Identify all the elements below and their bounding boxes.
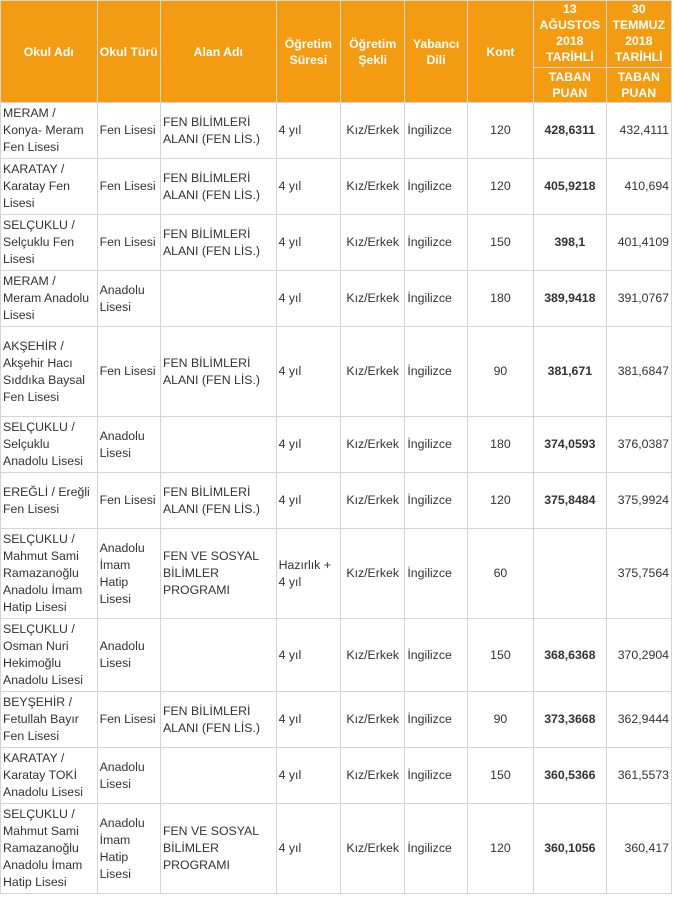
cell-quota: 90 — [467, 327, 533, 417]
cell-quota: 180 — [467, 417, 533, 473]
cell-jul-score: 360,417 — [606, 804, 671, 894]
cell-school: KARATAY / Karatay Fen Lisesi — [1, 159, 98, 215]
cell-aug-score: 398,1 — [534, 215, 606, 271]
cell-school: SELÇUKLU / Selçuklu Anadolu Lisesi — [1, 417, 98, 473]
table-row — [1, 804, 672, 894]
cell-duration: 4 yıl — [276, 619, 340, 692]
cell-aug-score: 368,6368 — [534, 619, 606, 692]
col-school-header: Okul Adı — [1, 1, 98, 103]
cell-aug-score: 389,9418 — [534, 271, 606, 327]
cell-school: EREĞLİ / Ereğli Fen Lisesi — [1, 473, 98, 529]
table-row — [1, 619, 672, 692]
table-row — [1, 271, 672, 327]
cell-mode: Kız/Erkek — [341, 748, 405, 804]
cell-mode: Kız/Erkek — [341, 804, 405, 894]
cell-duration: 4 yıl — [276, 215, 340, 271]
cell-duration: 4 yıl — [276, 327, 340, 417]
cell-school: SELÇUKLU / Mahmut Sami Ramazanoğlu Anadolu İmam Hatip Lisesi — [1, 529, 98, 619]
cell-duration: 4 yıl — [276, 748, 340, 804]
cell-jul-score: 370,2904 — [606, 619, 671, 692]
cell-language: İngilizce — [405, 159, 467, 215]
table-row — [1, 215, 672, 271]
cell-field: FEN BİLİMLERİ ALANI (FEN LİS.) — [160, 103, 276, 159]
cell-field — [160, 417, 276, 473]
cell-field: FEN BİLİMLERİ ALANI (FEN LİS.) — [160, 327, 276, 417]
cell-school-type: Anadolu İmam Hatip Lisesi — [97, 529, 160, 619]
cell-duration: 4 yıl — [276, 159, 340, 215]
cell-jul-score: 375,9924 — [606, 473, 671, 529]
col-duration-header: Öğretim Süresi — [276, 1, 340, 103]
cell-school-type: Anadolu Lisesi — [97, 271, 160, 327]
cell-jul-score: 362,9444 — [606, 692, 671, 748]
cell-quota: 60 — [467, 529, 533, 619]
table-header — [1, 1, 672, 103]
cell-language: İngilizce — [405, 619, 467, 692]
cell-duration: 4 yıl — [276, 417, 340, 473]
cell-jul-score: 375,7564 — [606, 529, 671, 619]
cell-mode: Kız/Erkek — [341, 619, 405, 692]
cell-school-type: Fen Lisesi — [97, 159, 160, 215]
cell-mode: Kız/Erkek — [341, 159, 405, 215]
cell-school-type: Anadolu Lisesi — [97, 748, 160, 804]
cell-aug-score: 375,8484 — [534, 473, 606, 529]
cell-mode: Kız/Erkek — [341, 417, 405, 473]
cell-aug-score: 374,0593 — [534, 417, 606, 473]
cell-aug-score: 428,6311 — [534, 103, 606, 159]
col-jul-score-header: TABAN PUAN — [606, 68, 671, 103]
cell-aug-score: 373,3668 — [534, 692, 606, 748]
cell-school: AKŞEHİR / Akşehir Hacı Sıddıka Baysal Fen Lisesi — [1, 327, 98, 417]
cell-language: İngilizce — [405, 692, 467, 748]
cell-mode: Kız/Erkek — [341, 327, 405, 417]
table-row — [1, 529, 672, 619]
cell-language: İngilizce — [405, 804, 467, 894]
cell-school: MERAM / Konya- Meram Fen Lisesi — [1, 103, 98, 159]
cell-school: SELÇUKLU / Selçuklu Fen Lisesi — [1, 215, 98, 271]
col-jul-date-header: 30 TEMMUZ 2018 TARİHLİ — [606, 1, 671, 68]
cell-school-type: Anadolu İmam Hatip Lisesi — [97, 804, 160, 894]
col-aug-date-header: 13 AĞUSTOS 2018 TARİHLİ — [534, 1, 606, 68]
cell-mode: Kız/Erkek — [341, 103, 405, 159]
cell-duration: 4 yıl — [276, 473, 340, 529]
cell-jul-score: 401,4109 — [606, 215, 671, 271]
cell-duration: Hazırlık + 4 yıl — [276, 529, 340, 619]
cell-jul-score: 410,694 — [606, 159, 671, 215]
table-row — [1, 327, 672, 417]
cell-mode: Kız/Erkek — [341, 692, 405, 748]
cell-school: KARATAY / Karatay TOKİ Anadolu Lisesi — [1, 748, 98, 804]
cell-quota: 150 — [467, 748, 533, 804]
cell-school-type: Fen Lisesi — [97, 327, 160, 417]
cell-quota: 120 — [467, 103, 533, 159]
cell-jul-score: 376,0387 — [606, 417, 671, 473]
col-mode-header: Öğretim Şekli — [341, 1, 405, 103]
cell-field: FEN BİLİMLERİ ALANI (FEN LİS.) — [160, 159, 276, 215]
cell-aug-score: 381,671 — [534, 327, 606, 417]
cell-quota: 180 — [467, 271, 533, 327]
cell-language: İngilizce — [405, 473, 467, 529]
cell-language: İngilizce — [405, 271, 467, 327]
col-school-type-header: Okul Türü — [97, 1, 160, 103]
table-row — [1, 103, 672, 159]
cell-school-type: Anadolu Lisesi — [97, 619, 160, 692]
table-row — [1, 159, 672, 215]
table-row — [1, 692, 672, 748]
col-field-header: Alan Adı — [160, 1, 276, 103]
cell-school: BEYŞEHİR / Fetullah Bayır Fen Lisesi — [1, 692, 98, 748]
cell-field — [160, 619, 276, 692]
cell-school-type: Fen Lisesi — [97, 692, 160, 748]
cell-aug-score: 360,1056 — [534, 804, 606, 894]
col-aug-score-header: TABAN PUAN — [534, 68, 606, 103]
cell-language: İngilizce — [405, 529, 467, 619]
cell-jul-score: 432,4111 — [606, 103, 671, 159]
col-language-header: Yabancı Dili — [405, 1, 467, 103]
cell-field: FEN VE SOSYAL BİLİMLER PROGRAMI — [160, 529, 276, 619]
cell-quota: 150 — [467, 215, 533, 271]
cell-language: İngilizce — [405, 327, 467, 417]
cell-quota: 120 — [467, 159, 533, 215]
table-row — [1, 748, 672, 804]
cell-language: İngilizce — [405, 417, 467, 473]
cell-mode: Kız/Erkek — [341, 473, 405, 529]
cell-aug-score: 360,5366 — [534, 748, 606, 804]
cell-school: MERAM / Meram Anadolu Lisesi — [1, 271, 98, 327]
cell-duration: 4 yıl — [276, 804, 340, 894]
cell-school-type: Fen Lisesi — [97, 215, 160, 271]
cell-school-type: Anadolu Lisesi — [97, 417, 160, 473]
cell-field: FEN BİLİMLERİ ALANI (FEN LİS.) — [160, 473, 276, 529]
cell-field: FEN BİLİMLERİ ALANI (FEN LİS.) — [160, 215, 276, 271]
cell-duration: 4 yıl — [276, 271, 340, 327]
cell-mode: Kız/Erkek — [341, 529, 405, 619]
cell-field: FEN VE SOSYAL BİLİMLER PROGRAMI — [160, 804, 276, 894]
cell-aug-score — [534, 529, 606, 619]
cell-jul-score: 381,6847 — [606, 327, 671, 417]
cell-quota: 120 — [467, 804, 533, 894]
cell-field — [160, 748, 276, 804]
cell-duration: 4 yıl — [276, 692, 340, 748]
table-row — [1, 417, 672, 473]
cell-language: İngilizce — [405, 215, 467, 271]
cell-school: SELÇUKLU / Mahmut Sami Ramazanoğlu Anadolu İmam Hatip Lisesi — [1, 804, 98, 894]
cell-school-type: Fen Lisesi — [97, 473, 160, 529]
cell-duration: 4 yıl — [276, 103, 340, 159]
cell-field — [160, 271, 276, 327]
cell-language: İngilizce — [405, 103, 467, 159]
cell-aug-score: 405,9218 — [534, 159, 606, 215]
cell-quota: 90 — [467, 692, 533, 748]
cell-school-type: Fen Lisesi — [97, 103, 160, 159]
cell-mode: Kız/Erkek — [341, 271, 405, 327]
cell-language: İngilizce — [405, 748, 467, 804]
cell-quota: 150 — [467, 619, 533, 692]
cell-school: SELÇUKLU / Osman Nuri Hekimoğlu Anadolu Lisesi — [1, 619, 98, 692]
cell-jul-score: 391,0767 — [606, 271, 671, 327]
cell-mode: Kız/Erkek — [341, 215, 405, 271]
col-quota-header: Kont — [467, 1, 533, 103]
table-row — [1, 473, 672, 529]
cell-field: FEN BİLİMLERİ ALANI (FEN LİS.) — [160, 692, 276, 748]
cell-jul-score: 361,5573 — [606, 748, 671, 804]
table-body — [1, 103, 672, 894]
cell-quota: 120 — [467, 473, 533, 529]
